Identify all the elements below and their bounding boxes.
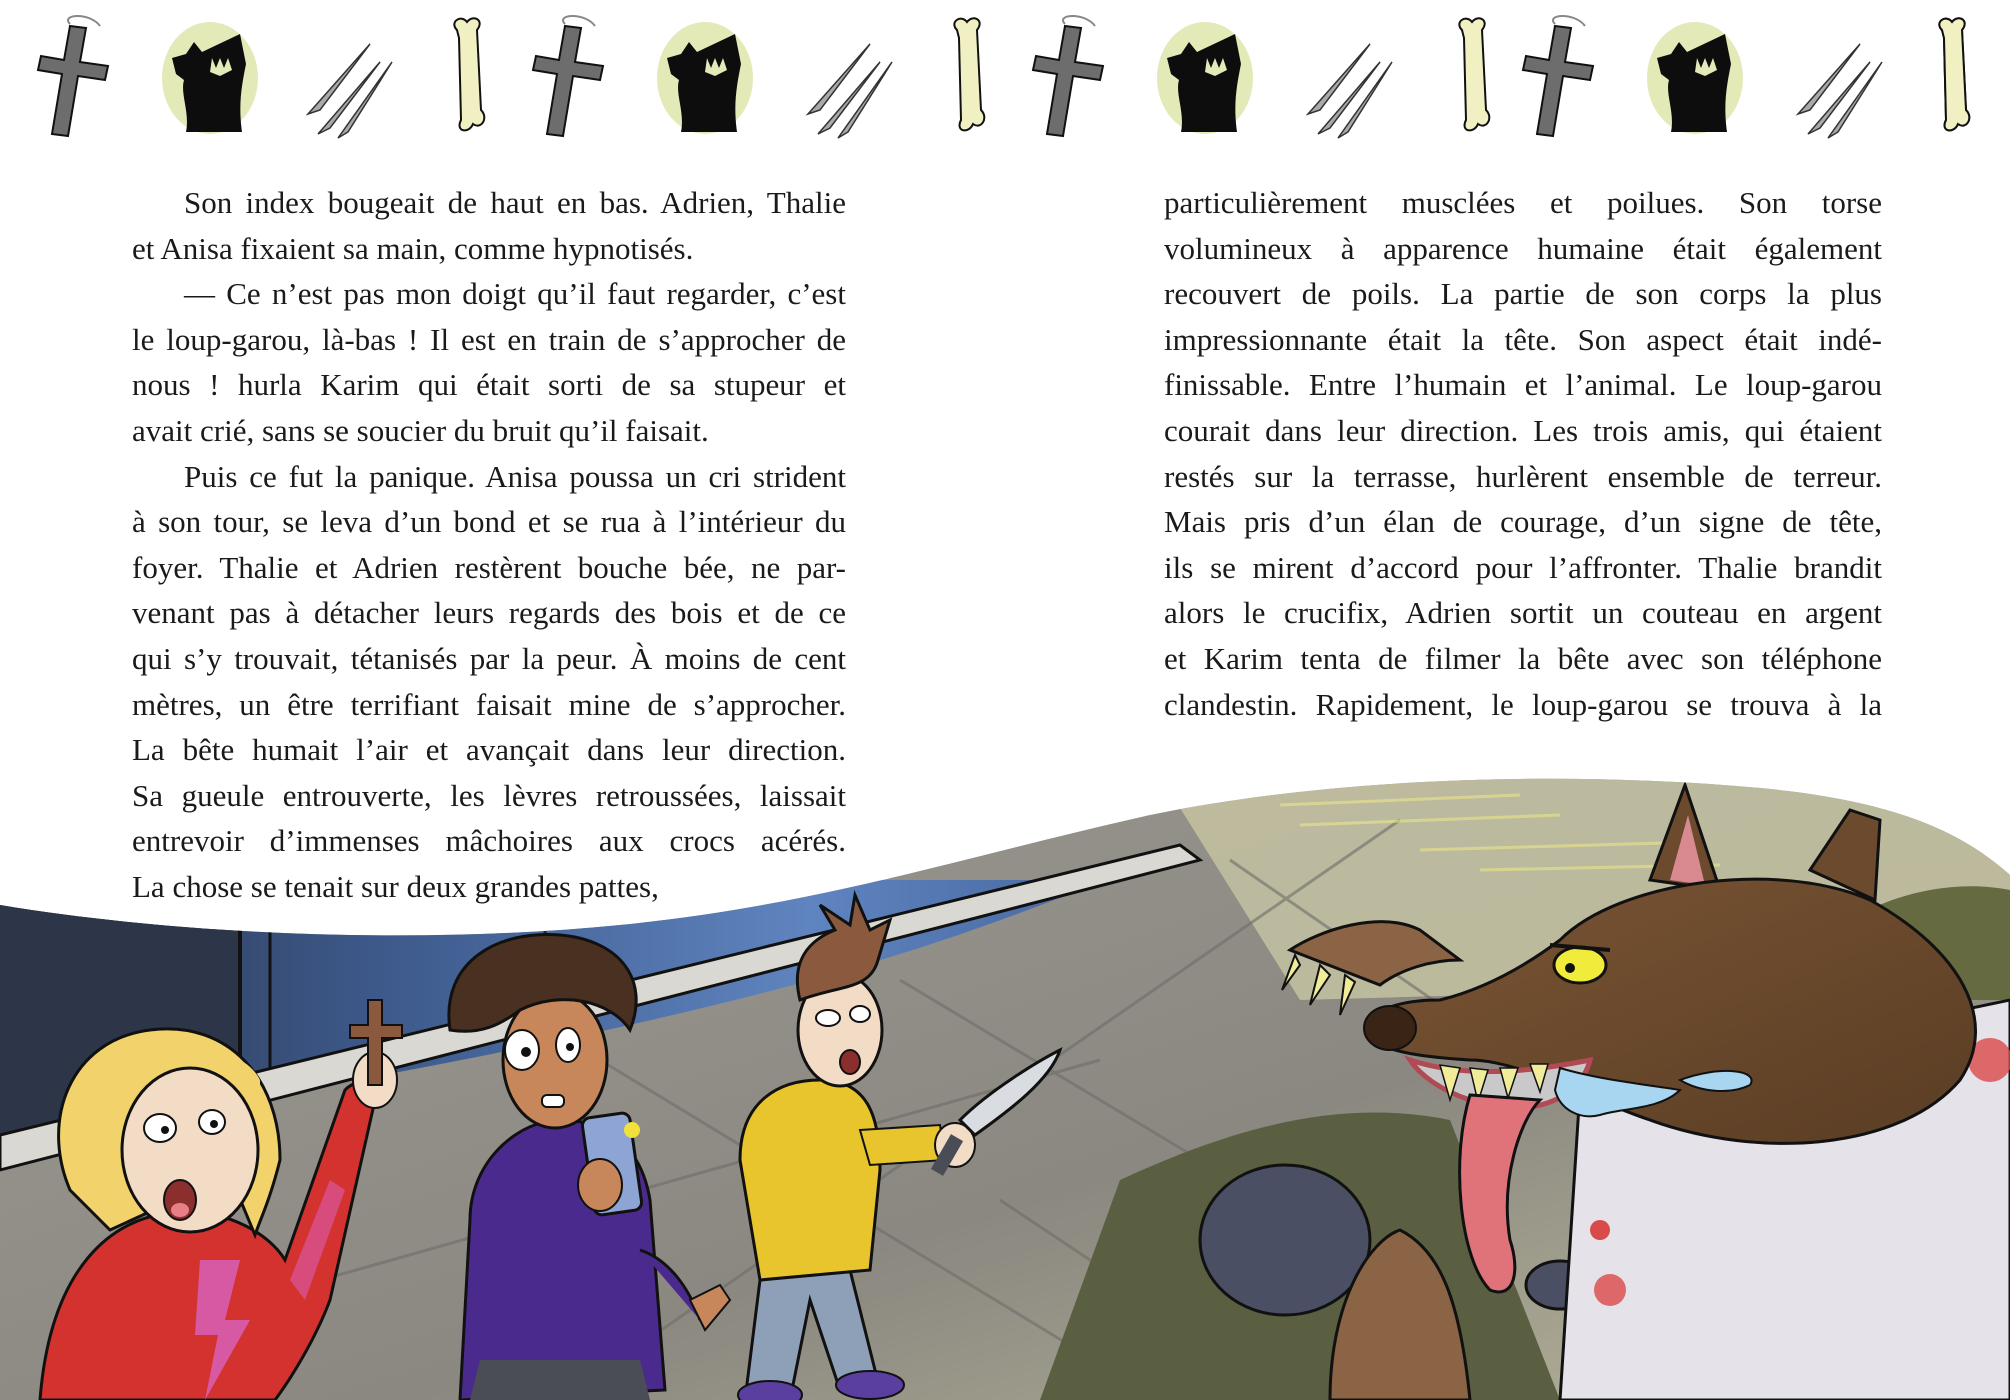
text-line: restés sur la terrasse, hurlèrent ensemble de terreur. bbox=[1164, 458, 1882, 494]
text-line: Puis ce fut la panique. Anisa poussa un cri strident bbox=[184, 458, 846, 494]
text-line: entrevoir d’immenses mâchoires aux crocs acérés. bbox=[132, 823, 846, 859]
text-line: mètres, un être terrifiant faisait mine de s’approcher. bbox=[132, 686, 846, 722]
text-line: La chose se tenait sur deux grandes pattes, bbox=[132, 868, 659, 904]
text-line: foyer. Thalie et Adrien restèrent bouche bée, ne par- bbox=[132, 549, 846, 585]
text-line: nous ! hurla Karim qui était sorti de sa stupeur et bbox=[132, 367, 846, 403]
text-line: le loup-garou, là-bas ! Il est en train de s’approcher de bbox=[132, 321, 846, 357]
text-line: finissable. Entre l’humain et l’animal. Le loup-garou bbox=[1164, 367, 1882, 403]
text-line: courait dans leur direction. Les trois amis, qui étaient bbox=[1164, 412, 1882, 448]
text-line: clandestin. Rapidement, le loup-garou se trouva à la bbox=[1164, 686, 1882, 722]
text-line: et Karim tenta de filmer la bête avec son téléphone bbox=[1164, 640, 1882, 676]
text-line: — Ce n’est pas mon doigt qu’il faut regarder, c’est bbox=[184, 276, 846, 312]
text-line: ils se mirent d’accord pour l’affronter. Thalie brandit bbox=[1164, 549, 1882, 585]
text-line: volumineux à apparence humaine était également bbox=[1164, 230, 1882, 266]
text-line: à son tour, se leva d’un bond et se rua à l’intérieur du bbox=[132, 504, 846, 540]
text-line: qui s’y trouvait, tétanisés par la peur. À moins de cent bbox=[132, 640, 846, 676]
text-line: alors le crucifix, Adrien sortit un couteau en argent bbox=[1164, 595, 1882, 631]
text-line: Mais pris d’un élan de courage, d’un signe de tête, bbox=[1164, 504, 1882, 540]
text-line: particulièrement musclées et poilues. Son torse bbox=[1164, 185, 1882, 220]
text-line: recouvert de poils. La partie de son corps la plus bbox=[1164, 276, 1882, 312]
text-line: Son index bougeait de haut en bas. Adrien, Thalie bbox=[184, 185, 846, 220]
text-line: venant pas à détacher leurs regards des bois et de ce bbox=[132, 595, 846, 631]
text-line: Sa gueule entrouverte, les lèvres retroussées, laissait bbox=[132, 777, 846, 813]
text-line: avait crié, sans se soucier du bruit qu’il faisait. bbox=[132, 412, 709, 448]
text-line: et Anisa fixaient sa main, comme hypnotisés. bbox=[132, 230, 694, 266]
text-line: impressionnante était la tête. Son aspect était indé- bbox=[1164, 321, 1882, 357]
werewolf-eye bbox=[1554, 947, 1606, 983]
rock bbox=[1200, 1165, 1370, 1315]
text-line: La bête humait l’air et avançait dans leur direction. bbox=[132, 732, 846, 768]
